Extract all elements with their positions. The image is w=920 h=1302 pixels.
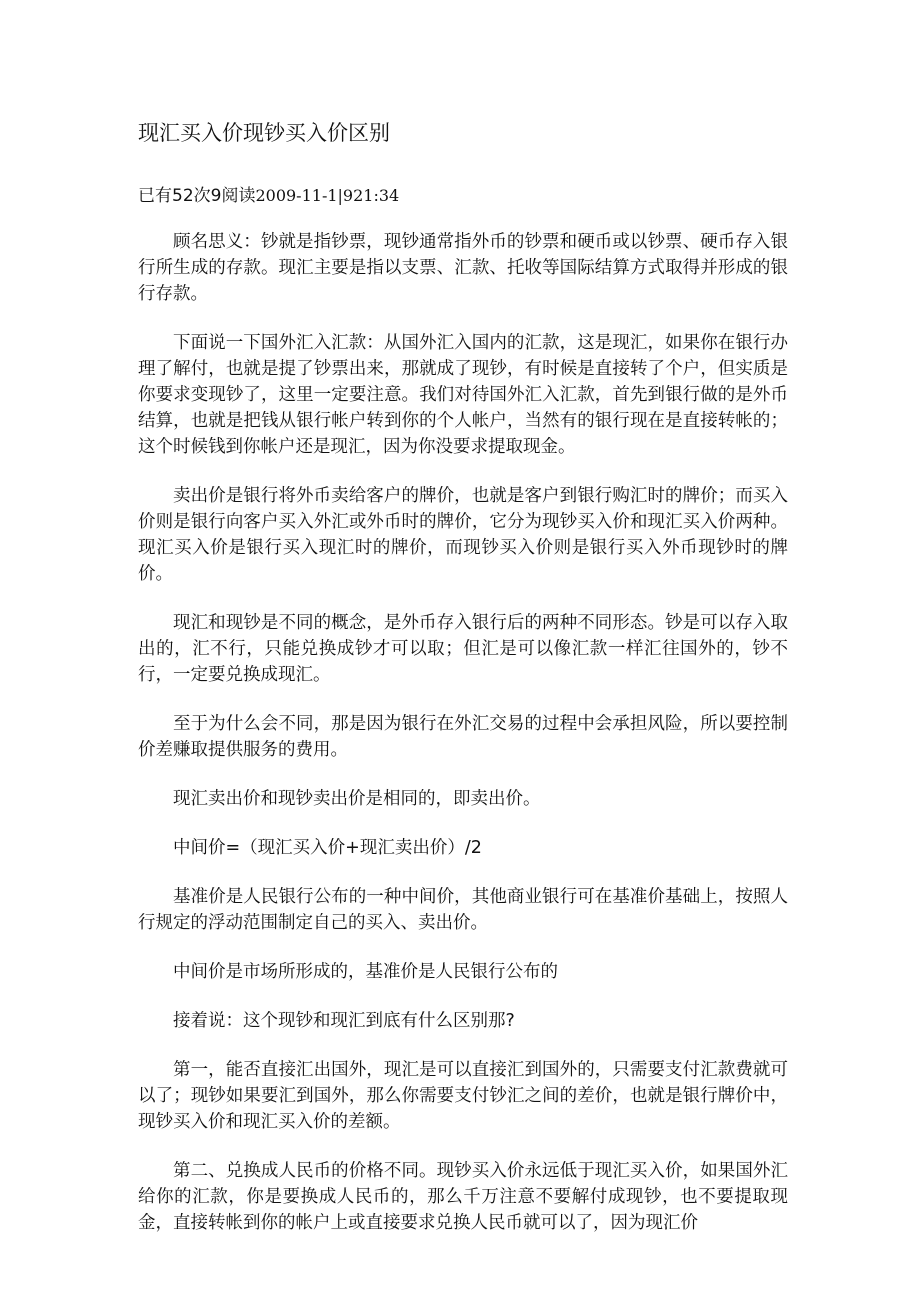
paragraph: 现汇卖出价和现钞卖出价是相同的，即卖出价。	[173, 789, 541, 809]
paragraph: 中间价是市场所形成的，基准价是人民银行公布的	[173, 962, 558, 982]
paragraph: 顾名思义：钞就是指钞票，现钞通常指外币的钞票和硬币或以钞票、硬币存入银行所生成的存款。现汇主要是指以支票、汇款、托收等国际结算方式取得并形成的银行存款。	[138, 232, 788, 304]
paragraph: 卖出价是银行将外币卖给客户的牌价，也就是客户到银行购汇时的牌价；而买入价则是银行向客户买入外汇或外币时的牌价，它分为现钞买入价和现汇买入价两种。现汇买入价是银行买入现汇时的牌价，而现钞买入价则是银行买入外币现钞时的牌价。	[138, 486, 788, 584]
paragraph: 基准价是人民银行公布的一种中间价，其他商业银行可在基准价基础上，按照人行规定的浮动范围制定自己的买入、卖出价。	[138, 887, 788, 933]
paragraph: 接着说：这个现钞和现汇到底有什么区别那?	[173, 1011, 515, 1031]
article-meta	[138, 183, 399, 209]
article-body	[138, 229, 788, 1259]
paragraph: 中间价=（现汇买入价+现汇卖出价）/2	[173, 838, 482, 858]
view-count: 已有52次9阅读	[138, 186, 256, 206]
paragraph: 第二、兑换成人民币的价格不同。现钞买入价永远低于现汇买入价，如果国外汇给你的汇款，你是要换成人民币的，那么千万注意不要解付成现钞，也不要提取现金，直接转帐到你的帐户上或直接要求兑换人民币就可以了，因为现汇价	[138, 1161, 788, 1233]
paragraph: 下面说一下国外汇入汇款：从国外汇入国内的汇款，这是现汇，如果你在银行办理了解付，也就是提了钞票出来，那就成了现钞，有时候是直接转了个户，但实质是你要求变现钞了，这里一定要注意。我们对待国外汇入汇款，首先到银行做的是外币结算，也就是把钱从银行帐户转到你的个人帐户，当然有的银行现在是直接转帐的；这个时候钱到你帐户还是现汇，因为你没要求提取现金。	[138, 333, 788, 457]
article-title: 现汇买入价现钞买入价区别	[138, 121, 390, 145]
paragraph: 至于为什么会不同，那是因为银行在外汇交易的过程中会承担风险，所以要控制价差赚取提供服务的费用。	[138, 714, 788, 760]
paragraph: 现汇和现钞是不同的概念，是外币存入银行后的两种不同形态。钞是可以存入取出的，汇不行，只能兑换成钞才可以取；但汇是可以像汇款一样汇往国外的，钞不行，一定要兑换成现汇。	[138, 613, 788, 685]
paragraph: 第一，能否直接汇出国外，现汇是可以直接汇到国外的，只需要支付汇款费就可以了；现钞如果要汇到国外，那么你需要支付钞汇之间的差价，也就是银行牌价中，现钞买入价和现汇买入价的差额。	[138, 1060, 788, 1132]
publish-date: 2009-11-1|921:34	[255, 186, 400, 205]
